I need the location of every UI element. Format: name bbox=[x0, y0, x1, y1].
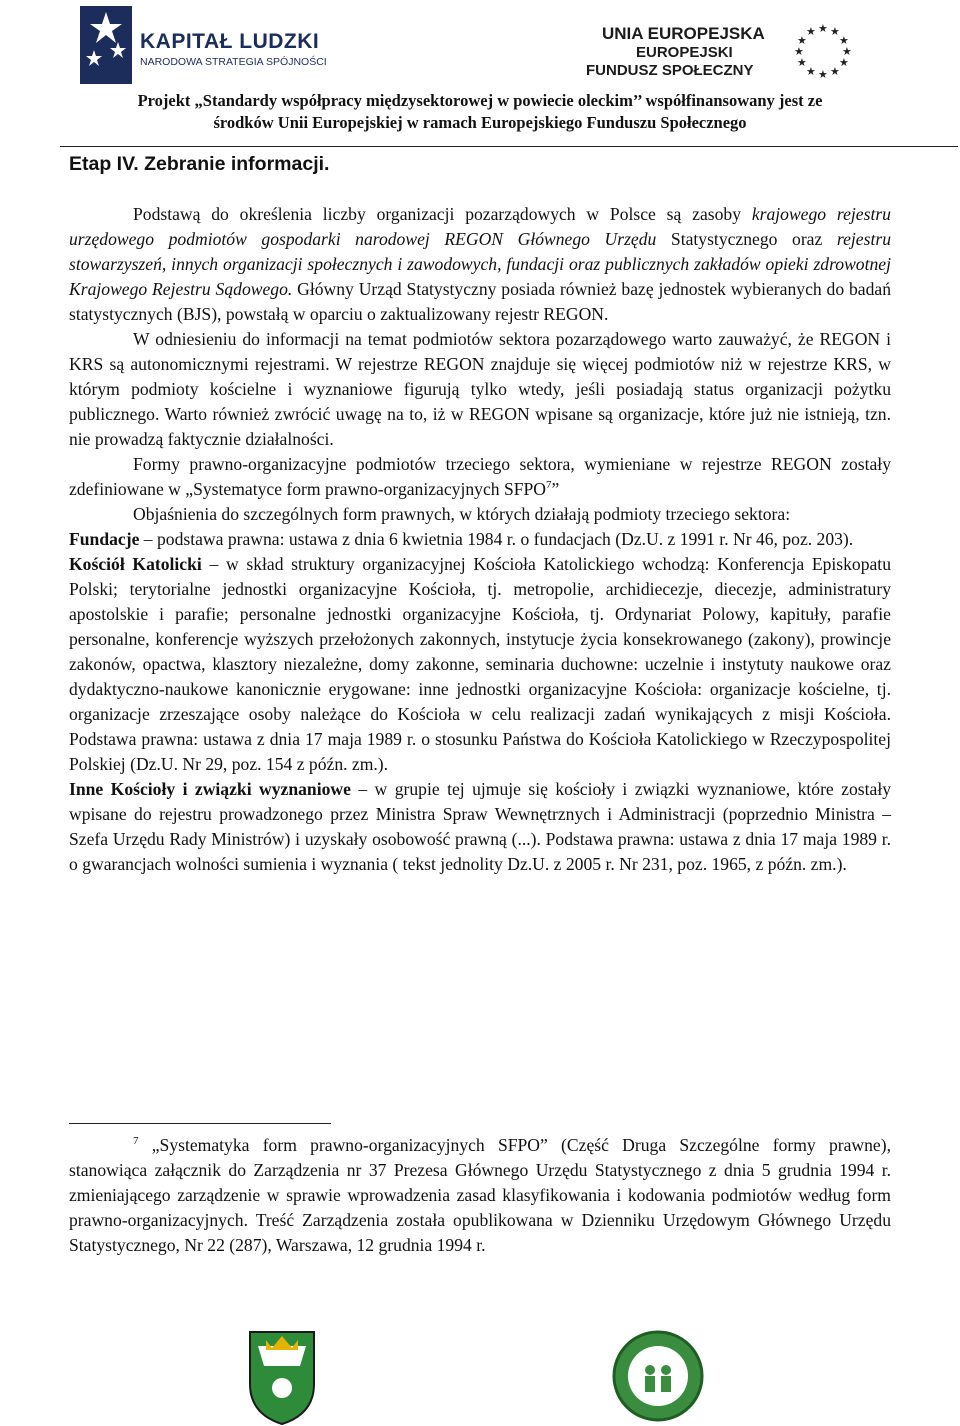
footnote-ref: 7 bbox=[546, 479, 552, 492]
fundacje-text: – podstawa prawna: ustawa z dnia 6 kwietnia 1984 r. o fundacjach (Dz.U. z 1991 r. Nr 46, poz. 203). bbox=[139, 529, 854, 549]
footnote-paragraph bbox=[69, 1133, 891, 1258]
svg-text:★: ★ bbox=[794, 45, 804, 58]
paragraph-3 bbox=[69, 452, 891, 502]
p1-italic-b: rejestru stowarzyszeń, innych organizacji społecznych i zawodowych, fundacji oraz publicznych zakładów opieki zdrowotnej Krajowego Rejestru Sądowego. bbox=[69, 229, 891, 299]
svg-text:★: ★ bbox=[830, 25, 840, 38]
p3-close-quote: ” bbox=[551, 479, 560, 499]
paragraph-2: W odniesieniu do informacji na temat podmiotów sektora pozarządowego warto zauważyć, że REGON i KRS są autonomicznymi rejestrami. W rejestrze REGON znajduje się więcej podmiotów niż w rejestrze KRS, w którym podmioty kościelne i wyznaniowe figurują tylko wtedy, jeśli posiadają status organizacji pożytku publicznego. Warto również zwrócić uwagę na to, iż w REGON wpisane są organizacje, które już nie istnieją, tzn. nie prowadzą faktycznie działalności. bbox=[69, 329, 891, 449]
term-fundacje: Fundacje bbox=[69, 529, 140, 549]
project-line-2: środków Unii Europejskiej w ramach Europejskiego Funduszu Społecznego bbox=[213, 113, 747, 132]
svg-text:★: ★ bbox=[818, 22, 828, 35]
svg-text:★: ★ bbox=[839, 56, 849, 69]
inne-koscioly-text: – w grupie tej ujmuje się kościoły i związki wyznaniowe, które zostały wpisane do rejestru prowadzonego przez Ministra Spraw Wewnętrznych i Administracji (poprzednio Ministra – Szefa Urzędu Rady Ministrów) i uzyskały osobowość prawną (...). Podstawa prawna: ustawa z dnia 17 maja 1989 r. o gwarancjach wolności sumienia i wyznania ( tekst jednolity Dz.U. z 2005 r. Nr 231, poz. 1965, z późn. zm.). bbox=[69, 779, 892, 874]
footnote-number: 7 bbox=[133, 1135, 139, 1148]
coat-of-arms-icon bbox=[244, 1326, 320, 1426]
p3-text: Formy prawno-organizacyjne podmiotów trzeciego sektora, wymieniane w rejestrze REGON zostały zdefiniowane w „Systematyce form prawno-organizacyjnych SFPO bbox=[69, 454, 891, 499]
kapital-ludzki-brand: KAPITAŁ LUDZKI bbox=[140, 30, 320, 53]
organization-badge-icon bbox=[610, 1326, 706, 1426]
page-header bbox=[0, 0, 960, 150]
footnote-text: „Systematyka form prawno-organizacyjnych SFPO” (Część Druga Szczególne formy prawne), stanowiąca załącznik do Zarządzenia nr 37 Prezesa Głównego Urzędu Statystycznego z dnia 5 grudnia 1994 r. zmieniającego zarządzenie w sprawie wprowadzenia zasad klasyfikowania i kodowania podmiotów według form prawno-organizacyjnych. Treść Zarządzenia została opublikowana w Dzienniku Urzędowym Głównego Urzędu Statystycznego, Nr 22 (287), Warszawa, 12 grudnia 1994 r. bbox=[69, 1135, 891, 1255]
paragraph-fundacje bbox=[69, 527, 891, 552]
p1-italic-a: krajowego rejestru urzędowego podmiotów gospodarki narodowej REGON Głównego Urzędu bbox=[69, 204, 891, 249]
svg-text:★: ★ bbox=[797, 56, 807, 69]
term-kosciol-katolicki: Kościół Katolicki bbox=[69, 554, 202, 574]
eu-line-3: FUNDUSZ SPOŁECZNY bbox=[586, 62, 754, 79]
paragraph-inne-koscioly bbox=[69, 777, 891, 877]
eu-stars-icon bbox=[788, 20, 860, 78]
svg-text:★: ★ bbox=[818, 68, 828, 78]
svg-text:★: ★ bbox=[806, 65, 816, 78]
svg-text:★: ★ bbox=[830, 65, 840, 78]
term-inne-koscioly: Inne Kościoły i związki wyznaniowe bbox=[69, 779, 351, 799]
paragraph-kosciol bbox=[69, 552, 891, 777]
project-line-1: Projekt „Standardy współpracy międzysektorowej w powiecie oleckim’’ współfinansowany jest ze bbox=[137, 91, 823, 110]
header-divider bbox=[60, 146, 958, 147]
kosciol-text: – w skład struktury organizacyjnej Kościoła Katolickiego wchodzą: Konferencja Episkopatu Polski; terytorialne jednostki organizacyjne Kościoła, tj. metropolie, archidiecezje, diecezje, administratury apostolskie i parafie; personalne jednostki organizacyjne Kościoła, tj. Ordynariat Polowy, kapituły, parafie personalne, konferencje wyższych przełożonych zakonnych, instytucje życia konsekrowanego (zakony), prowincje zakonów, opactwa, klasztory niezależne, domy zakonne, seminaria duchowne: uczelnie i instytuty naukowe oraz dydaktyczno-naukowe kanonicznie erygowane: inne jednostki organizacyjne Kościoła: organizacje kościelne, tj. organizacje zrzeszające osoby należące do Kościoła w celu realizacji zadań wynikających z misji Kościoła. Podstawa prawna: ustawa z dnia 17 maja 1989 r. o stosunku Państwa do Kościoła Katolickiego w Rzeczypospolitej Polskiej (Dz.U. Nr 29, poz. 154 z późn. zm.). bbox=[69, 554, 891, 774]
svg-text:★: ★ bbox=[797, 34, 807, 47]
eu-line-2: EUROPEJSKI bbox=[636, 44, 733, 61]
document-body bbox=[69, 202, 891, 877]
project-title bbox=[60, 90, 900, 134]
svg-text:★: ★ bbox=[842, 45, 852, 58]
p1-text-b: Statystycznego oraz bbox=[670, 229, 837, 249]
svg-text:★: ★ bbox=[806, 25, 816, 38]
section-heading: Etap IV. Zebranie informacji. bbox=[69, 153, 330, 175]
svg-text:★: ★ bbox=[839, 34, 849, 47]
eu-line-1: UNIA EUROPEJSKA bbox=[602, 24, 765, 43]
kapital-ludzki-subtitle: NARODOWA STRATEGIA SPÓJNOŚCI bbox=[140, 56, 327, 68]
footnote bbox=[69, 1133, 891, 1258]
p1-text-c: Główny Urząd Statystyczny posiada również bazę jednostek wybieranych do badań statystycznych (BJS), powstałą w oparciu o zaktualizowany rejestr REGON. bbox=[69, 279, 891, 324]
paragraph-1 bbox=[69, 202, 891, 327]
paragraph-4: Objaśnienia do szczególnych form prawnych, w których działają podmioty trzeciego sektora: bbox=[133, 504, 791, 524]
footnote-divider bbox=[69, 1123, 331, 1124]
p1-text-a: Podstawą do określenia liczby organizacji pozarządowych w Polsce są zasoby bbox=[133, 204, 752, 224]
